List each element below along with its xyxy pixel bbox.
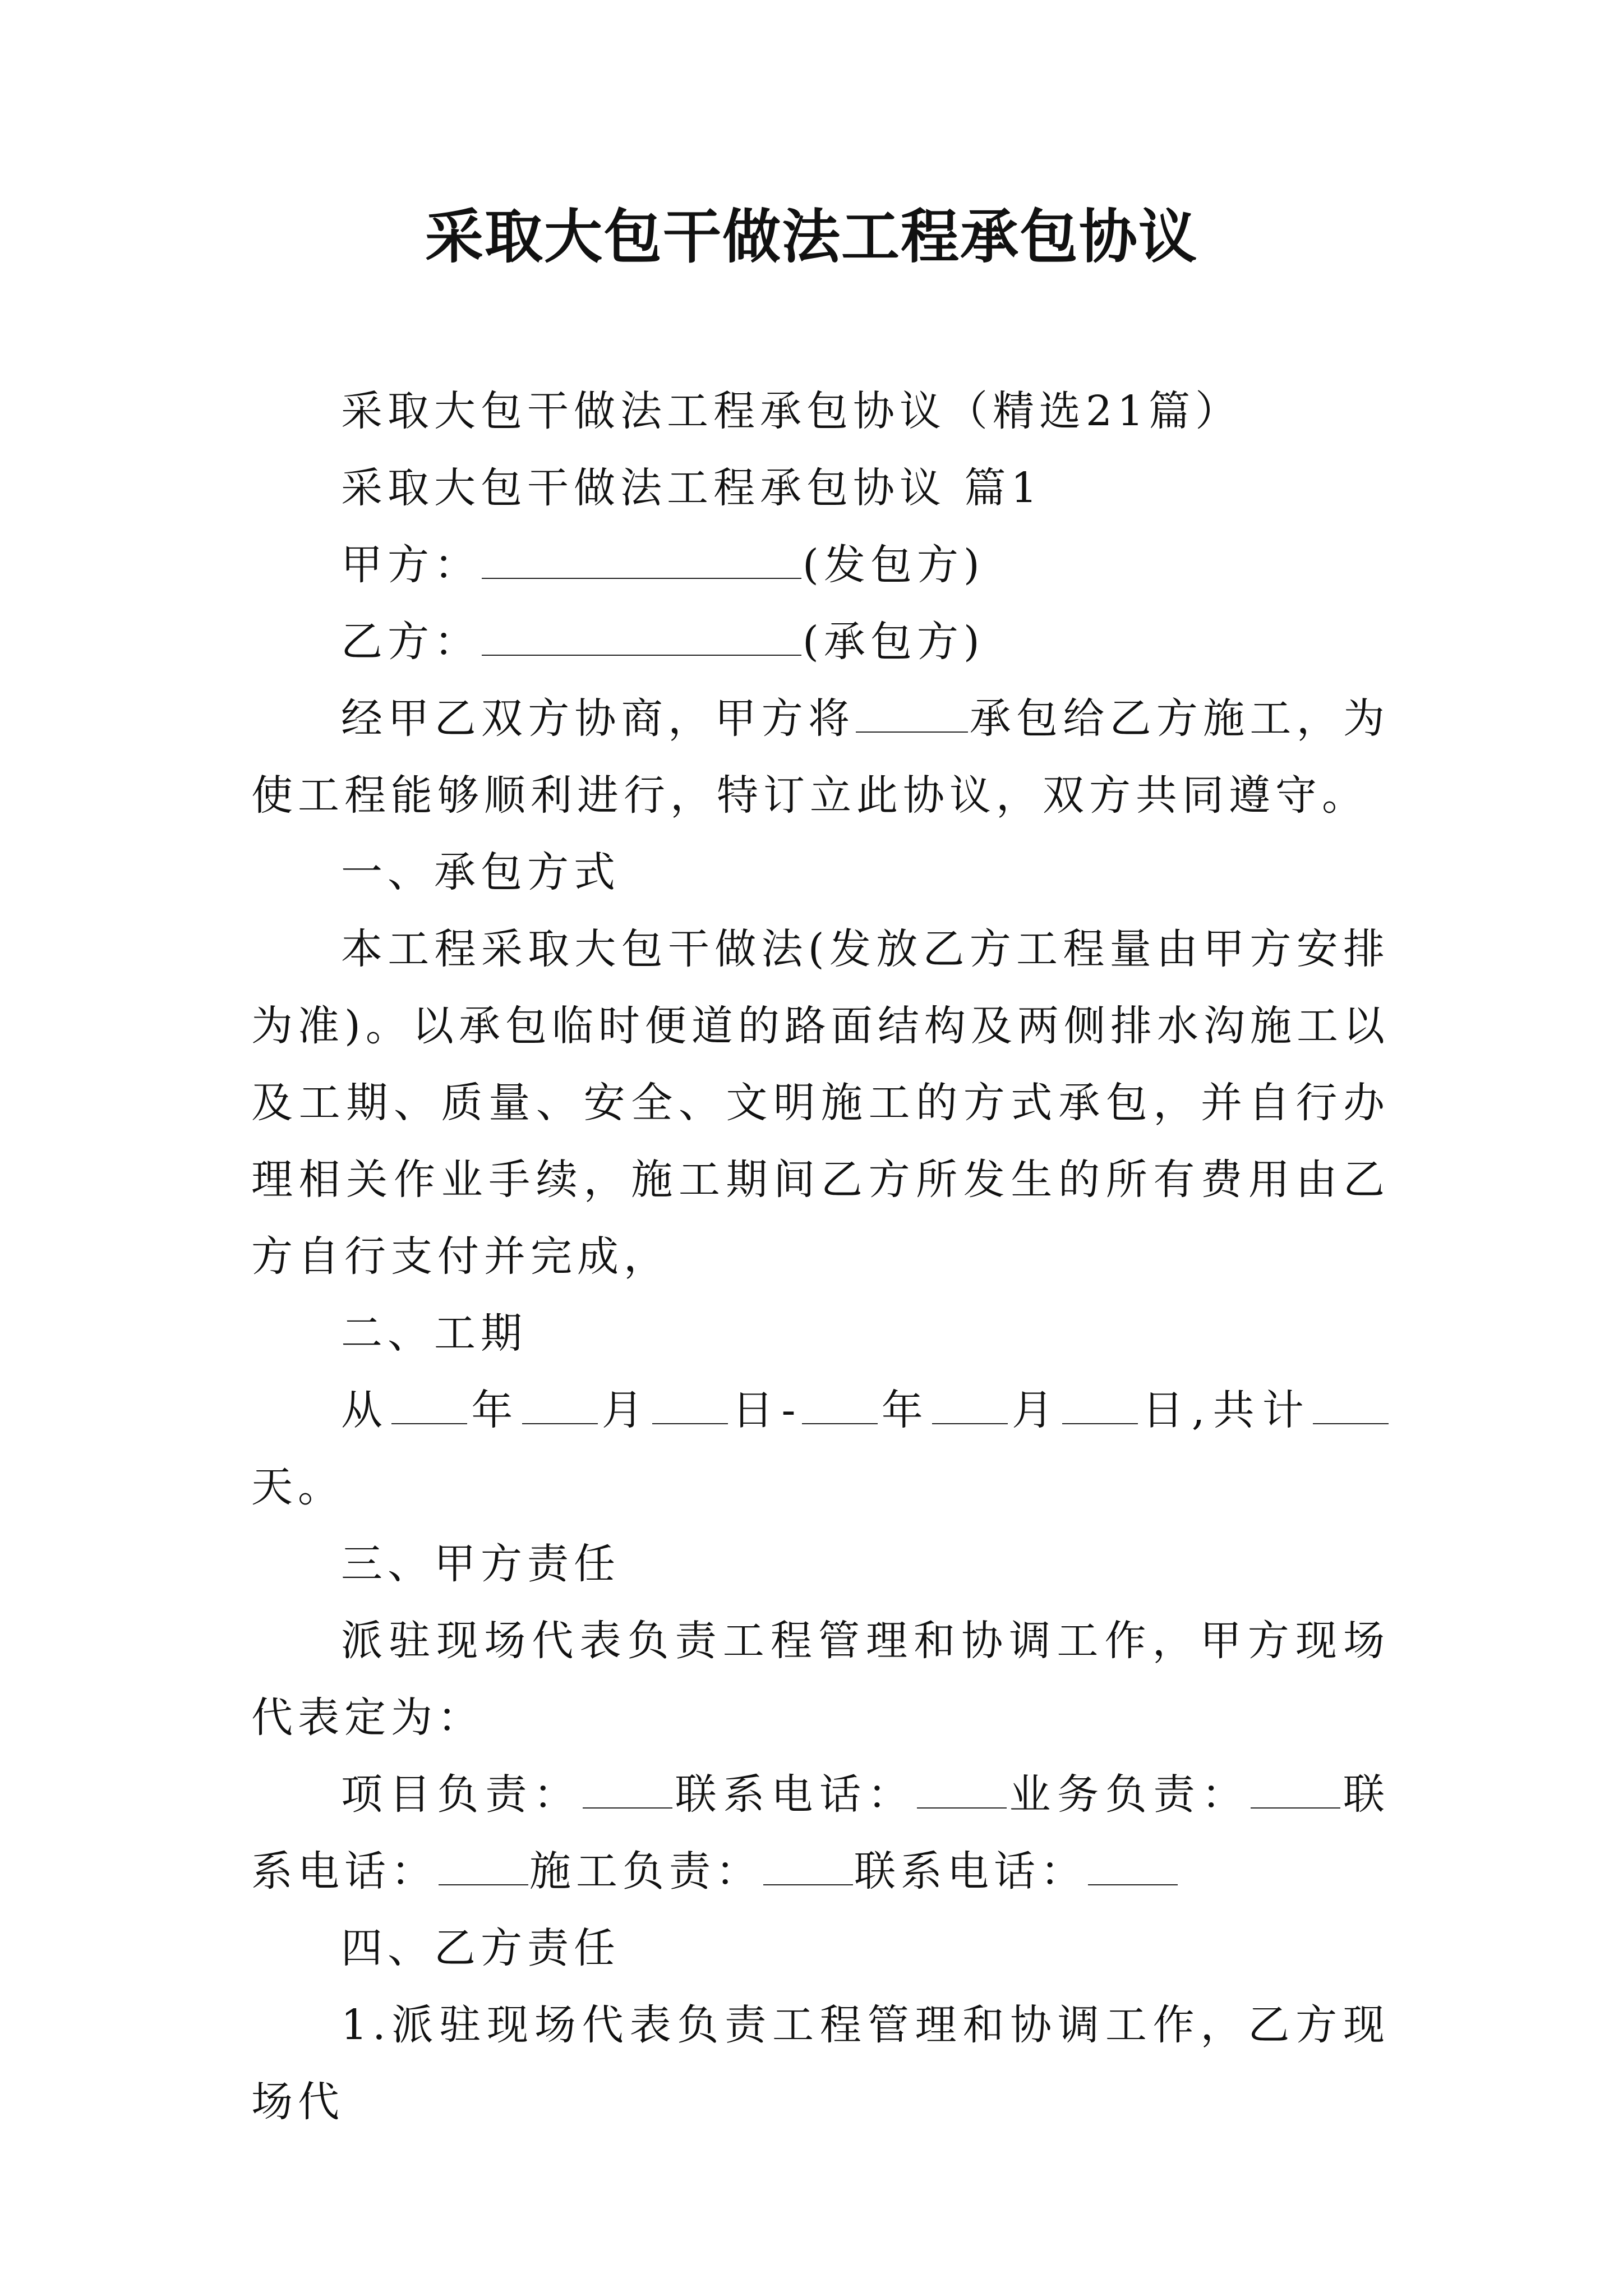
section3-heading: 三、甲方责任 — [341, 1540, 620, 1588]
intro-part1: 经甲乙双方协商，甲方将 — [341, 694, 855, 743]
phone3-blank — [1088, 1851, 1178, 1885]
period-month: 月 — [598, 1386, 652, 1434]
document-title: 采取大包干做法工程承包协议 — [425, 202, 1198, 271]
project-blank — [856, 698, 968, 733]
period-year: 年 — [468, 1386, 521, 1434]
business-lead-blank — [1251, 1774, 1340, 1809]
total-days-blank — [1313, 1389, 1389, 1424]
period-days-end: 天。 — [251, 1463, 344, 1511]
end-month-blank — [932, 1389, 1008, 1424]
phone3-label: 联系电话： — [854, 1847, 1087, 1895]
party-b-line — [251, 604, 1390, 680]
business-lead-label: 业务负责： — [1007, 1770, 1250, 1819]
section3-text: 派驻现场代表负责工程管理和协调工作，甲方现场代表定为： — [251, 1617, 1390, 1742]
phone2-blank — [439, 1851, 528, 1885]
article-heading: 采取大包干做法工程承包协议 篇1 — [341, 464, 1043, 512]
project-lead-label: 项目负责： — [341, 1770, 582, 1819]
section4-heading: 四、乙方责任 — [341, 1924, 620, 1972]
subtitle: 采取大包干做法工程承包协议（精选21篇） — [341, 387, 1242, 435]
party-b-blank — [482, 621, 801, 656]
start-month-blank — [522, 1389, 598, 1424]
section2-heading: 二、工期 — [341, 1309, 527, 1358]
phone2-label: 联系电话： — [251, 1770, 1390, 1895]
contacts-line — [251, 1756, 1390, 1910]
start-day-blank — [652, 1389, 728, 1424]
start-year-blank — [391, 1389, 467, 1424]
party-a-role: (发包方) — [803, 541, 985, 589]
phone1-label: 联系电话： — [673, 1770, 916, 1819]
end-year-blank — [802, 1389, 878, 1424]
intro-part2: 承包给乙方施工，为使工程能够顺利进行，特订立此协议，双方共同遵守。 — [251, 694, 1390, 820]
period-line — [251, 1372, 1390, 1526]
period-from: 从 — [341, 1386, 391, 1434]
section1-text: 本工程采取大包干做法(发放乙方工程量由甲方安排为准)。以承包临时便道的路面结构及两侧排水沟施工以及工期、质量、安全、文明施工的方式承包，并自行办理相关作业手续，施工期间乙方所发生的所有费用由乙方自行支付并完成， — [251, 925, 1390, 1281]
section4-item1: 1.派驻现场代表负责工程管理和协调工作，乙方现场代 — [251, 2001, 1390, 2126]
party-a-line — [251, 527, 1390, 604]
period-month-2: 月 — [1008, 1386, 1062, 1434]
party-a-label: 甲方： — [341, 541, 481, 589]
end-day-blank — [1062, 1389, 1138, 1424]
party-b-role: (承包方) — [803, 618, 985, 666]
intro-paragraph — [251, 680, 1390, 834]
document-body — [251, 373, 1390, 2141]
construction-lead-label: 施工负责： — [529, 1847, 762, 1895]
section1-heading: 一、承包方式 — [341, 848, 620, 896]
period-year-2: 年 — [878, 1386, 931, 1434]
party-a-blank — [482, 544, 801, 579]
project-lead-blank — [583, 1774, 672, 1809]
party-b-label: 乙方： — [341, 618, 481, 666]
phone1-blank — [917, 1774, 1007, 1809]
period-day-dash: 日- — [729, 1386, 801, 1434]
period-day-total: 日,共计 — [1139, 1386, 1312, 1434]
construction-lead-blank — [763, 1851, 853, 1885]
